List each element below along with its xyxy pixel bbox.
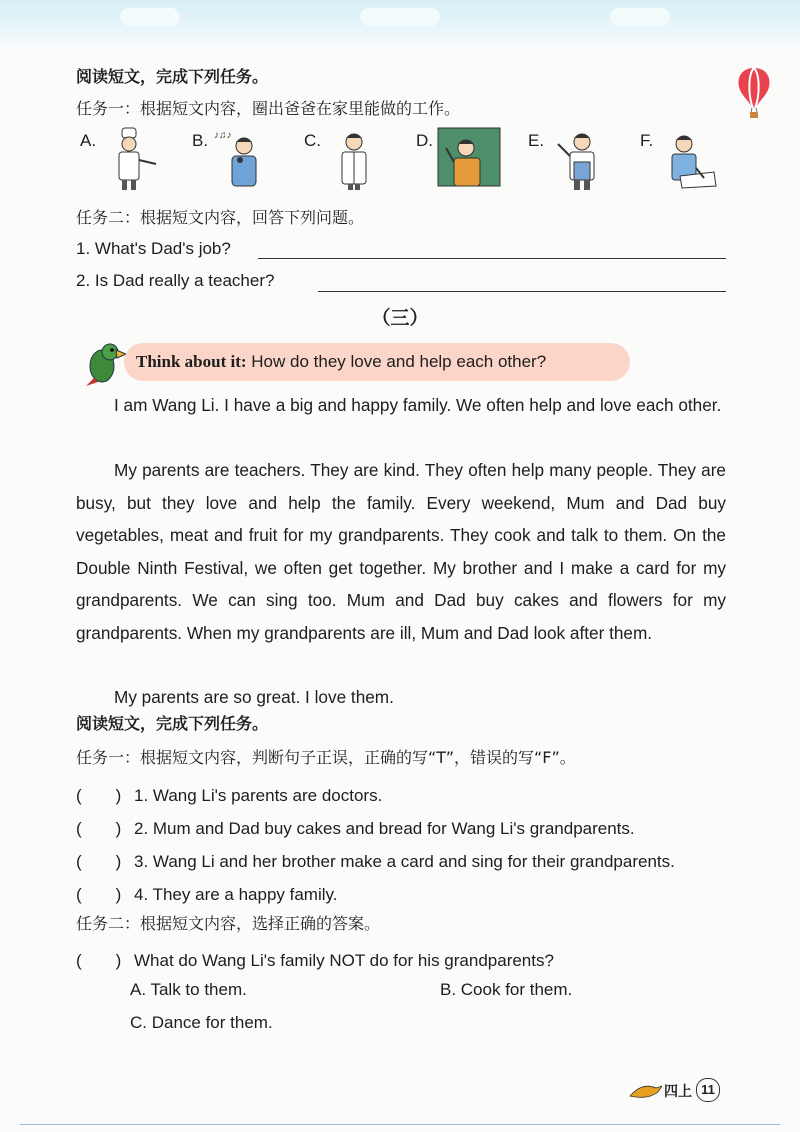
statement-3 <box>76 847 675 872</box>
worker-figure-icon <box>550 126 612 192</box>
choice-question <box>76 946 554 971</box>
statement-text: 4. They are a happy family. <box>134 885 338 904</box>
option-label-d: D. <box>416 131 433 150</box>
page-number: 11 <box>696 1078 720 1102</box>
statement-2 <box>76 814 635 839</box>
cloud-decor <box>610 8 670 26</box>
option-label-c: C. <box>304 131 321 150</box>
passage-p1-text: I am Wang Li. I have a big and happy family. We often help and love each other. <box>114 395 722 415</box>
cloud-decor <box>360 8 440 26</box>
statement-text: 2. Mum and Dad buy cakes and bread for Wang Li's grandparents. <box>134 819 635 838</box>
option-label-f: F. <box>640 131 654 150</box>
bottom-border <box>20 1124 780 1125</box>
statement-4 <box>76 880 337 905</box>
cloud-decor <box>120 8 180 26</box>
answer-bracket[interactable]: ( ) <box>76 786 122 805</box>
singer-figure-icon <box>212 126 274 192</box>
statement-text: 3. Wang Li and her brother make a card and sing for their grandparents. <box>134 852 675 871</box>
svg-text:♪♫♪: ♪♫♪ <box>214 130 232 141</box>
parrot-icon <box>80 338 130 388</box>
answer-bracket[interactable]: ( ) <box>76 885 122 904</box>
part1-instruction: 阅读短文，完成下列任务。 <box>76 67 269 86</box>
part2-instruction: 阅读短文，完成下列任务。 <box>76 714 269 733</box>
question-2: 2. Is Dad really a teacher? <box>76 271 275 290</box>
answer-line-2[interactable] <box>318 291 726 292</box>
option-label-a: A. <box>80 131 97 150</box>
answer-bracket[interactable]: ( ) <box>76 819 122 838</box>
passage-paragraph-1 <box>76 389 726 422</box>
passage-paragraph-2 <box>76 454 726 649</box>
choice-c[interactable]: C. Dance for them. <box>130 1013 273 1032</box>
option-label-e: E. <box>528 131 545 150</box>
think-about-it-text <box>136 352 546 372</box>
statement-1 <box>76 781 382 806</box>
option-label-b: B. <box>192 131 209 150</box>
section-title: （三） <box>371 307 429 329</box>
statement-text: 1. Wang Li's parents are doctors. <box>134 786 383 805</box>
writer-figure-icon <box>660 126 718 192</box>
think-label: Think about it: <box>136 352 247 371</box>
choice-b[interactable]: B. Cook for them. <box>440 980 573 999</box>
part2-task1: 任务一：根据短文内容，判断句子正误，正确的写“T”，错误的写“F”。 <box>76 748 576 767</box>
part2-task2: 任务二：根据短文内容，选择正确的答案。 <box>76 914 381 933</box>
teacher-figure-icon <box>436 126 502 192</box>
answer-line-1[interactable] <box>258 258 726 259</box>
answer-bracket[interactable]: ( ) <box>76 852 122 871</box>
passage-paragraph-3 <box>76 681 726 714</box>
passage-p3-text: My parents are so great. I love them. <box>114 687 394 707</box>
page-number-badge <box>628 1076 728 1106</box>
doctor-figure-icon <box>324 126 386 192</box>
cook-figure-icon <box>102 126 164 192</box>
bird-icon <box>628 1080 662 1102</box>
question-1: 1. What's Dad's job? <box>76 239 231 258</box>
grade-label: 四上 <box>664 1084 692 1100</box>
part1-task1: 任务一：根据短文内容，圈出爸爸在家里能做的工作。 <box>76 99 461 118</box>
answer-bracket[interactable]: ( ) <box>76 951 122 970</box>
part1-task2: 任务二：根据短文内容，回答下列问题。 <box>76 208 365 227</box>
hot-air-balloon-icon <box>734 66 774 120</box>
top-decor-band <box>0 0 800 52</box>
think-question: How do they love and help each other? <box>251 352 547 371</box>
choice-a[interactable]: A. Talk to them. <box>130 980 247 999</box>
choice-question-text: What do Wang Li's family NOT do for his grandparents? <box>134 951 554 970</box>
passage-p2-text: My parents are teachers. They are kind. They often help many people. They are busy, but they love and help the family. Every weekend, Mum and Dad buy vegetables, meat and fruit for my grandparents. They cook and talk to them. On the Double Ninth Festival, we often get together. My brother and I make a card for my grandparents. We can sing too. Mum and Dad buy cakes and flowers for my grandparents. When my grandparents are ill, Mum and Dad look after them. <box>76 460 726 643</box>
